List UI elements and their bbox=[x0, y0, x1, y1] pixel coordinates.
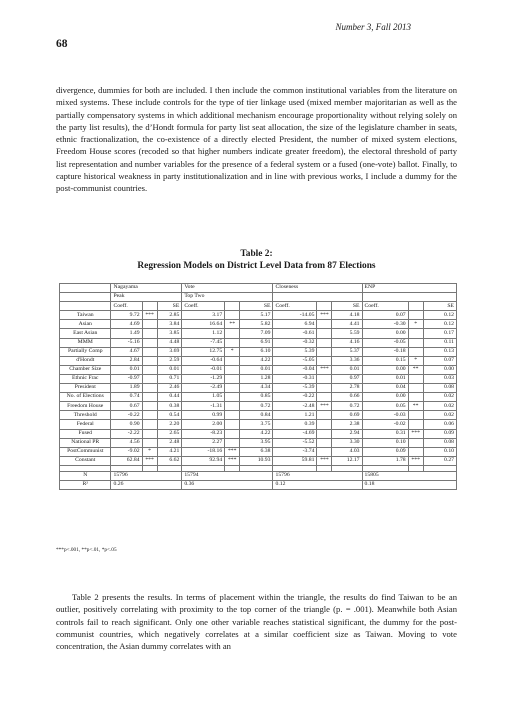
std-error-cell: 0.02 bbox=[423, 411, 456, 420]
std-error-cell: 2.20 bbox=[157, 420, 182, 429]
row-label-cell: Constant bbox=[60, 456, 111, 465]
coef-label-cell: Coeff. bbox=[273, 302, 317, 311]
row-label-cell: R² bbox=[60, 480, 111, 489]
coef-label-cell: Coeff. bbox=[111, 302, 142, 311]
significance-cell: * bbox=[408, 320, 423, 329]
table-caption-number: Table 2: bbox=[240, 249, 273, 259]
significance-cell bbox=[142, 338, 157, 347]
sig-label-cell bbox=[225, 302, 240, 311]
std-error-cell: 3.95 bbox=[240, 438, 273, 447]
coefficient-cell: -1.29 bbox=[182, 374, 225, 383]
significance-cell: ** bbox=[408, 402, 423, 411]
significance-cell bbox=[408, 384, 423, 393]
coefficient-cell: -0.97 bbox=[111, 374, 142, 383]
significance-cell bbox=[317, 438, 332, 447]
std-error-cell: 0.06 bbox=[423, 420, 456, 429]
table-r2-row bbox=[60, 480, 457, 489]
model-header-cell: ENP bbox=[362, 284, 456, 293]
table-row bbox=[60, 347, 457, 356]
coefficient-cell: -2.48 bbox=[273, 402, 317, 411]
std-error-cell: 0.54 bbox=[157, 411, 182, 420]
std-error-cell: 4.16 bbox=[332, 338, 362, 347]
summary-value-cell: 0.26 bbox=[111, 480, 182, 489]
coefficient-cell: 0.74 bbox=[111, 393, 142, 402]
significance-cell bbox=[142, 329, 157, 338]
model-header-cell: Closeness bbox=[273, 284, 362, 293]
coefficient-cell: 92.94 bbox=[182, 456, 225, 465]
std-error-cell: 2.65 bbox=[157, 429, 182, 438]
std-error-cell: 4.21 bbox=[157, 447, 182, 456]
significance-cell bbox=[142, 411, 157, 420]
row-label-cell: N bbox=[60, 471, 111, 480]
coefficient-cell: -0.03 bbox=[362, 411, 408, 420]
coefficient-cell: -0.61 bbox=[273, 329, 317, 338]
table-row bbox=[60, 356, 457, 365]
se-label-cell: SE bbox=[423, 302, 456, 311]
coefficient-cell: 2.27 bbox=[182, 438, 225, 447]
significance-cell bbox=[317, 447, 332, 456]
coefficient-cell: -0.22 bbox=[111, 411, 142, 420]
coefficient-cell: 2.00 bbox=[182, 420, 225, 429]
significance-cell bbox=[317, 429, 332, 438]
std-error-cell: 2.46 bbox=[157, 384, 182, 393]
table-row bbox=[60, 374, 457, 383]
summary-value-cell: 15796 bbox=[111, 471, 182, 480]
std-error-cell: 4.22 bbox=[240, 356, 273, 365]
coefficient-cell: -8.23 bbox=[182, 429, 225, 438]
coefficient-cell: 0.07 bbox=[362, 311, 408, 320]
model-header-cell: Nagayama bbox=[111, 284, 182, 293]
significance-cell bbox=[142, 347, 157, 356]
coefficient-cell: -9.02 bbox=[111, 447, 142, 456]
coefficient-cell: 12.75 bbox=[182, 347, 225, 356]
coef-label-cell: Coeff. bbox=[362, 302, 408, 311]
coefficient-cell: 0.00 bbox=[362, 365, 408, 374]
coefficient-cell: -0.22 bbox=[273, 393, 317, 402]
std-error-cell: 4.22 bbox=[240, 429, 273, 438]
sub-header-cell: Top Two bbox=[182, 293, 273, 302]
std-error-cell: 0.02 bbox=[423, 393, 456, 402]
significance-cell: * bbox=[408, 356, 423, 365]
significance-cell bbox=[225, 438, 240, 447]
coefficient-cell: 4.56 bbox=[111, 438, 142, 447]
std-error-cell: 7.09 bbox=[240, 329, 273, 338]
std-error-cell: 0.00 bbox=[423, 365, 456, 374]
summary-value-cell: 15805 bbox=[362, 471, 456, 480]
std-error-cell: 4.48 bbox=[157, 338, 182, 347]
coefficient-cell: 0.39 bbox=[273, 420, 317, 429]
significance-cell bbox=[225, 384, 240, 393]
coefficient-cell: -2.49 bbox=[182, 384, 225, 393]
std-error-cell: 6.38 bbox=[240, 447, 273, 456]
journal-issue-header: Number 3, Fall 2013 bbox=[335, 22, 411, 32]
std-error-cell: 6.10 bbox=[240, 347, 273, 356]
std-error-cell: 0.44 bbox=[157, 393, 182, 402]
row-label-cell: Taiwan bbox=[60, 311, 111, 320]
table-row bbox=[60, 438, 457, 447]
coefficient-cell: 1.21 bbox=[273, 411, 317, 420]
coefficient-cell: -0.30 bbox=[362, 320, 408, 329]
significance-cell: ** bbox=[408, 365, 423, 374]
coefficient-cell: 4.67 bbox=[111, 347, 142, 356]
sub-header-cell: Peak bbox=[111, 293, 182, 302]
std-error-cell: 0.27 bbox=[423, 456, 456, 465]
std-error-cell: 0.07 bbox=[423, 356, 456, 365]
significance-cell bbox=[142, 420, 157, 429]
table-row bbox=[60, 311, 457, 320]
std-error-cell: 0.69 bbox=[332, 411, 362, 420]
std-error-cell: 0.12 bbox=[423, 311, 456, 320]
row-label-cell: Chamber Size bbox=[60, 365, 111, 374]
std-error-cell: 0.08 bbox=[423, 438, 456, 447]
std-error-cell: 0.66 bbox=[332, 393, 362, 402]
coefficient-cell: -0.32 bbox=[273, 338, 317, 347]
table-row bbox=[60, 384, 457, 393]
row-label-cell: Asian bbox=[60, 320, 111, 329]
body-paragraph-1: divergence, dummies for both are included. I then include the common institutional variables from the literature on mixed systems. These include controls for the type of tier linkage used (mixed member majoritarian as well as the partially compensatory systems in which additional mechanism encourage proportionality without relying solely on the party list results), the d’Hondt formula for party list seat allocation, the size of the legislature chamber in seats, ethnic fractionalization, the co-existence of a directly elected President, the number of mixed system elections, Freedom House scores (recoded so that higher numbers indicate greater freedom), the electoral threshold of party list representation and number variables for the presence of a federal system or a fused (one-vote) ballot. Finally, to capture historical weakness in party institutionalization and in line with previous works, I include a dummy for the post-communist countries. bbox=[56, 85, 457, 194]
table-corner-cell bbox=[60, 293, 111, 302]
coefficient-cell: -5.16 bbox=[111, 338, 142, 347]
std-error-cell: 6.62 bbox=[157, 456, 182, 465]
coefficient-cell: 5.39 bbox=[273, 347, 317, 356]
significance-cell bbox=[225, 365, 240, 374]
std-error-cell: 0.13 bbox=[423, 347, 456, 356]
row-label-cell: Federal bbox=[60, 420, 111, 429]
significance-cell bbox=[225, 402, 240, 411]
significance-cell bbox=[142, 384, 157, 393]
significance-cell bbox=[408, 438, 423, 447]
coefficient-cell: -14.05 bbox=[273, 311, 317, 320]
std-error-cell: 0.02 bbox=[423, 402, 456, 411]
significance-cell bbox=[408, 393, 423, 402]
std-error-cell: 4.41 bbox=[332, 320, 362, 329]
std-error-cell: 4.34 bbox=[240, 384, 273, 393]
std-error-cell: 0.01 bbox=[240, 365, 273, 374]
significance-cell bbox=[225, 356, 240, 365]
table-row bbox=[60, 320, 457, 329]
std-error-cell: 0.01 bbox=[332, 365, 362, 374]
std-error-cell: 10.93 bbox=[240, 456, 273, 465]
significance-cell bbox=[317, 384, 332, 393]
significance-cell bbox=[317, 320, 332, 329]
significance-cell bbox=[142, 429, 157, 438]
significance-cell bbox=[317, 374, 332, 383]
std-error-cell: 6.91 bbox=[240, 338, 273, 347]
significance-cell bbox=[317, 329, 332, 338]
coefficient-cell: -0.64 bbox=[182, 356, 225, 365]
significance-cell bbox=[142, 365, 157, 374]
std-error-cell: 2.78 bbox=[332, 384, 362, 393]
std-error-cell: 3.69 bbox=[157, 347, 182, 356]
std-error-cell: 0.01 bbox=[157, 365, 182, 374]
significance-cell: *** bbox=[317, 456, 332, 465]
row-label-cell: National PR bbox=[60, 438, 111, 447]
significance-cell bbox=[225, 338, 240, 347]
significance-cell bbox=[142, 320, 157, 329]
table-row bbox=[60, 338, 457, 347]
coefficient-cell: 0.15 bbox=[362, 356, 408, 365]
table-n-row bbox=[60, 471, 457, 480]
coefficient-cell: -5.05 bbox=[273, 356, 317, 365]
std-error-cell: 0.72 bbox=[240, 402, 273, 411]
row-label-cell: Partially Comp bbox=[60, 347, 111, 356]
significance-cell: *** bbox=[408, 456, 423, 465]
coefficient-cell: -5.52 bbox=[273, 438, 317, 447]
coefficient-cell: 0.01 bbox=[111, 365, 142, 374]
significance-cell: *** bbox=[317, 402, 332, 411]
table-row bbox=[60, 411, 457, 420]
coefficient-cell: 0.09 bbox=[362, 447, 408, 456]
summary-value-cell: 0.18 bbox=[362, 480, 456, 489]
significance-cell bbox=[142, 438, 157, 447]
significance-cell bbox=[317, 393, 332, 402]
std-error-cell: 4.18 bbox=[332, 311, 362, 320]
significance-cell: ** bbox=[225, 320, 240, 329]
coefficient-cell: -0.02 bbox=[362, 420, 408, 429]
table-column-label-row bbox=[60, 302, 457, 311]
coefficient-cell: 3.17 bbox=[182, 311, 225, 320]
table-row bbox=[60, 393, 457, 402]
se-label-cell: SE bbox=[332, 302, 362, 311]
significance-cell bbox=[408, 411, 423, 420]
coefficient-cell: 1.05 bbox=[182, 393, 225, 402]
significance-cell bbox=[225, 411, 240, 420]
row-label-cell: Fused bbox=[60, 429, 111, 438]
significance-cell bbox=[225, 329, 240, 338]
significance-cell bbox=[408, 374, 423, 383]
coefficient-cell: 62.84 bbox=[111, 456, 142, 465]
coefficient-cell: 0.10 bbox=[362, 438, 408, 447]
coefficient-cell: 0.90 bbox=[111, 420, 142, 429]
se-label-cell: SE bbox=[157, 302, 182, 311]
coefficient-cell: 0.67 bbox=[111, 402, 142, 411]
significance-cell bbox=[142, 393, 157, 402]
table-row bbox=[60, 329, 457, 338]
row-label-cell: East Asian bbox=[60, 329, 111, 338]
std-error-cell: 2.85 bbox=[157, 311, 182, 320]
coefficient-cell: -0.01 bbox=[182, 365, 225, 374]
significance-cell bbox=[142, 402, 157, 411]
std-error-cell: 0.85 bbox=[240, 393, 273, 402]
significance-cell: *** bbox=[317, 365, 332, 374]
significance-cell bbox=[225, 393, 240, 402]
se-label-cell: SE bbox=[240, 302, 273, 311]
significance-cell bbox=[317, 411, 332, 420]
row-label-cell: Freedom House bbox=[60, 402, 111, 411]
significance-cell: *** bbox=[225, 447, 240, 456]
std-error-cell: 3.84 bbox=[157, 320, 182, 329]
std-error-cell: 5.82 bbox=[240, 320, 273, 329]
table-caption-title: Regression Models on District Level Data from 87 Elections bbox=[137, 261, 376, 271]
std-error-cell: 1.28 bbox=[240, 374, 273, 383]
coefficient-cell: 4.69 bbox=[111, 320, 142, 329]
std-error-cell: 2.94 bbox=[332, 429, 362, 438]
page-number: 68 bbox=[56, 38, 68, 50]
significance-cell bbox=[225, 311, 240, 320]
coefficient-cell: 16.64 bbox=[182, 320, 225, 329]
significance-cell: * bbox=[142, 447, 157, 456]
sig-label-cell bbox=[408, 302, 423, 311]
std-error-cell: 0.10 bbox=[423, 447, 456, 456]
significance-cell: *** bbox=[408, 429, 423, 438]
row-label-cell: No. of Elections bbox=[60, 393, 111, 402]
summary-value-cell: 0.36 bbox=[182, 480, 273, 489]
coefficient-cell: 0.04 bbox=[362, 384, 408, 393]
significance-cell bbox=[317, 420, 332, 429]
coefficient-cell: 0.00 bbox=[362, 393, 408, 402]
std-error-cell: 12.17 bbox=[332, 456, 362, 465]
std-error-cell: 0.08 bbox=[423, 384, 456, 393]
significance-cell: * bbox=[225, 347, 240, 356]
significance-cell bbox=[225, 374, 240, 383]
row-label-cell: d'Hondt bbox=[60, 356, 111, 365]
regression-table bbox=[59, 283, 457, 490]
row-label-cell: MMM bbox=[60, 338, 111, 347]
significance-cell bbox=[408, 311, 423, 320]
std-error-cell: 0.38 bbox=[157, 402, 182, 411]
coefficient-cell: -3.74 bbox=[273, 447, 317, 456]
model-header-cell: Vote bbox=[182, 284, 273, 293]
significance-cell bbox=[408, 338, 423, 347]
summary-value-cell: 0.12 bbox=[273, 480, 362, 489]
std-error-cell: 3.30 bbox=[332, 438, 362, 447]
coef-label-cell: Coeff. bbox=[182, 302, 225, 311]
significance-cell bbox=[225, 420, 240, 429]
significance-cell bbox=[408, 329, 423, 338]
std-error-cell: 5.17 bbox=[240, 311, 273, 320]
coefficient-cell: 0.05 bbox=[362, 402, 408, 411]
table-row bbox=[60, 420, 457, 429]
significance-cell bbox=[408, 347, 423, 356]
coefficient-cell: 0.99 bbox=[182, 411, 225, 420]
coefficient-cell: 2.84 bbox=[111, 356, 142, 365]
coefficient-cell: 1.78 bbox=[362, 456, 408, 465]
coefficient-cell: -0.05 bbox=[362, 338, 408, 347]
significance-cell bbox=[225, 429, 240, 438]
std-error-cell: 0.11 bbox=[423, 338, 456, 347]
summary-value-cell: 15794 bbox=[182, 471, 273, 480]
coefficient-cell: -0.04 bbox=[273, 365, 317, 374]
summary-value-cell: 15796 bbox=[273, 471, 362, 480]
row-label-cell: PostCommunist bbox=[60, 447, 111, 456]
std-error-cell: 2.48 bbox=[157, 438, 182, 447]
std-error-cell: 4.03 bbox=[332, 447, 362, 456]
row-label-cell: President bbox=[60, 384, 111, 393]
std-error-cell: 0.09 bbox=[423, 429, 456, 438]
significance-cell: *** bbox=[225, 456, 240, 465]
row-label-cell: Threshold bbox=[60, 411, 111, 420]
body-paragraph-2: Table 2 presents the results. In terms of placement within the triangle, the results do find Taiwan to be an outlier, positively correlating with proximity to the top corner of the triangle (p. = .001). Meanwhile both Asian controls fail to reach significant. Only one other variable reaches statistical significant, the dummy for the post-communist countries, which negatively correlates at a similar coefficient size as Taiwan. Moving to vote concentration, the Asian dummy correlates with an bbox=[56, 592, 457, 652]
std-error-cell: 0.72 bbox=[332, 402, 362, 411]
coefficient-cell: 1.49 bbox=[111, 329, 142, 338]
coefficient-cell: -4.69 bbox=[273, 429, 317, 438]
std-error-cell: 5.59 bbox=[332, 329, 362, 338]
std-error-cell: 0.03 bbox=[423, 374, 456, 383]
std-error-cell: 3.36 bbox=[332, 356, 362, 365]
std-error-cell: 5.37 bbox=[332, 347, 362, 356]
std-error-cell: 0.84 bbox=[240, 411, 273, 420]
sig-label-cell bbox=[317, 302, 332, 311]
table-corner-cell bbox=[60, 284, 111, 293]
table-model-header-row bbox=[60, 284, 457, 293]
std-error-cell: 3.75 bbox=[240, 420, 273, 429]
coefficient-cell: -2.22 bbox=[111, 429, 142, 438]
coefficient-cell: 6.94 bbox=[273, 320, 317, 329]
significance-cell: *** bbox=[142, 456, 157, 465]
coefficient-cell: -7.45 bbox=[182, 338, 225, 347]
significance-cell: *** bbox=[142, 311, 157, 320]
significance-cell bbox=[142, 374, 157, 383]
sub-header-cell bbox=[362, 293, 456, 302]
coefficient-cell: -5.39 bbox=[273, 384, 317, 393]
coefficient-cell: 0.01 bbox=[362, 374, 408, 383]
std-error-cell: 2.59 bbox=[157, 356, 182, 365]
significance-cell bbox=[408, 447, 423, 456]
std-error-cell: 3.85 bbox=[157, 329, 182, 338]
significance-cell bbox=[408, 420, 423, 429]
coefficient-cell: -0.31 bbox=[273, 374, 317, 383]
coefficient-cell: 1.89 bbox=[111, 384, 142, 393]
coefficient-cell: 1.12 bbox=[182, 329, 225, 338]
significance-cell bbox=[317, 356, 332, 365]
coefficient-cell: -18.16 bbox=[182, 447, 225, 456]
significance-note: ***p<.001, **p<.01, *p<.05 bbox=[56, 547, 117, 553]
coefficient-cell: 59.81 bbox=[273, 456, 317, 465]
std-error-cell: 0.12 bbox=[423, 320, 456, 329]
coefficient-cell: -1.31 bbox=[182, 402, 225, 411]
row-label-cell: Ethnic Frac bbox=[60, 374, 111, 383]
table-row bbox=[60, 365, 457, 374]
significance-cell: *** bbox=[317, 311, 332, 320]
std-error-cell: 0.71 bbox=[157, 374, 182, 383]
table-corner-cell bbox=[60, 302, 111, 311]
table-row bbox=[60, 402, 457, 411]
std-error-cell: 0.97 bbox=[332, 374, 362, 383]
std-error-cell: 0.17 bbox=[423, 329, 456, 338]
table-row bbox=[60, 429, 457, 438]
table-sub-header-row bbox=[60, 293, 457, 302]
significance-cell bbox=[317, 347, 332, 356]
significance-cell bbox=[142, 356, 157, 365]
std-error-cell: 2.38 bbox=[332, 420, 362, 429]
coefficient-cell: 0.00 bbox=[362, 329, 408, 338]
coefficient-cell: 0.31 bbox=[362, 429, 408, 438]
coefficient-cell: 9.72 bbox=[111, 311, 142, 320]
table-row bbox=[60, 447, 457, 456]
coefficient-cell: -0.18 bbox=[362, 347, 408, 356]
significance-cell bbox=[317, 338, 332, 347]
sig-label-cell bbox=[142, 302, 157, 311]
sub-header-cell bbox=[273, 293, 362, 302]
table-row bbox=[60, 456, 457, 465]
